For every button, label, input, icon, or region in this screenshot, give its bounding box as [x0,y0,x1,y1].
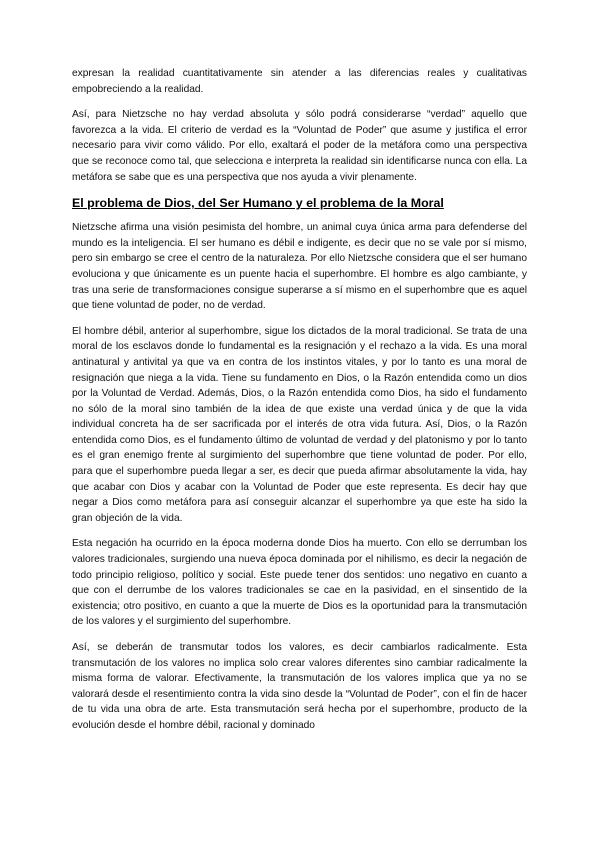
paragraph-slave-morality: El hombre débil, anterior al superhombre, sigue los dictados de la moral tradicional. Se trata de una moral de los esclavos donde lo fundamental es la resignación y el rechazo a la vida. Es una moral antinatural y antivital ya que va en contra de los instintos vitales, y por lo tanto es una moral de resignación que niega a la vida. Tiene su fundamento en Dios, o la Razón entendida como un dios por la Voluntad de Verdad. Además, Dios, o la Razón entendida como Dios, ha sido el fundamento no sólo de la moral sino también de la idea de que existe una verdad única y de que la vida individual concreta ha de ser sacrificada por el interés de otra vida futura. Así, Dios, o la Razón entendida como Dios, es el fundamento último de voluntad de verdad y del platonismo y por lo tanto es el gran enemigo frente al surgimiento del superhombre que tiene voluntad de poder. Por ello, para que el superhombre pueda llegar a ser, es decir que pueda afirmar absolutamente la vida, hay que acabar con Dios y acabar con la Voluntad de Poder que este representa. Es decir hay que negar a Dios como metáfora para así conseguir alcanzar el superhombre ya que este ha sido la gran objeción de la vida. [72,325,527,524]
paragraph-intro-continuation: expresan la realidad cuantitativamente sin atender a las diferencias reales y cualitativas empobreciendo a la realidad. [72,68,527,95]
document-page [72,66,527,744]
paragraph-transmutation: Así, se deberán de transmutar todos los valores, es decir cambiarlos radicalmente. Esta transmutación de los valores no implica solo crear valores diferentes sino cambiar radicalmente la misma forma de valorar. Efectivamente, la transmutación de los valores implica que ya no se valorará desde el resentimiento contra la vida sino desde la “Voluntad de Poder”, con el fin de hacer de tu vida una obra de arte. Esta transmutación será hecha por el superhombre, producto de la evolución desde el hombre débil, racional y dominado [72,642,527,731]
paragraph-death-of-god: Esta negación ha ocurrido en la época moderna donde Dios ha muerto. Con ello se derrumban los valores tradicionales, surgiendo una nueva época dominada por el nihilismo, es decir la negación de todo principio religioso, político y social. Este puede tener dos sentidos: uno negativo en cuanto a que con el derrumbe de los valores tradicionales se cae en la pasividad, en el sinsentido de la existencia; otro positivo, en cuanto a que la muerte de Dios es la oportunidad para la transmutación de los valores y el surgimiento del superhombre. [72,538,527,628]
paragraph-truth-metaphor: Así, para Nietzsche no hay verdad absoluta y sólo podrá considerarse “verdad” aquello que favorezca a la vida. El criterio de verdad es la “Voluntad de Poder” que asume y justifica el error necesario para vivir como válido. Por ello, exaltará el poder de la metáfora como una perspectiva que se reconoce como tal, que selecciona e interpreta la realidad sin identificarse nunca con ella. La metáfora se sabe que es una perspectiva que nos ayuda a vivir plenamente. [72,109,527,183]
paragraph-human-being: Nietzsche afirma una visión pesimista del hombre, un animal cuya única arma para defenderse del mundo es la inteligencia. El ser humano es débil e indigente, es decir que no se vale por sí mismo, pero sin embargo se cree el centro de la naturaleza. Por ello Nietzsche considera que el ser humano evoluciona y que únicamente es un puente hacia el superhombre. El hombre es algo cambiante, y tras una serie de transformaciones consigue superarse a sí mismo en el superhombre que es aquel que tiene voluntad de poder, no de verdad. [72,222,527,312]
section-heading: El problema de Dios, del Ser Humano y el problema de la Moral [72,196,444,211]
